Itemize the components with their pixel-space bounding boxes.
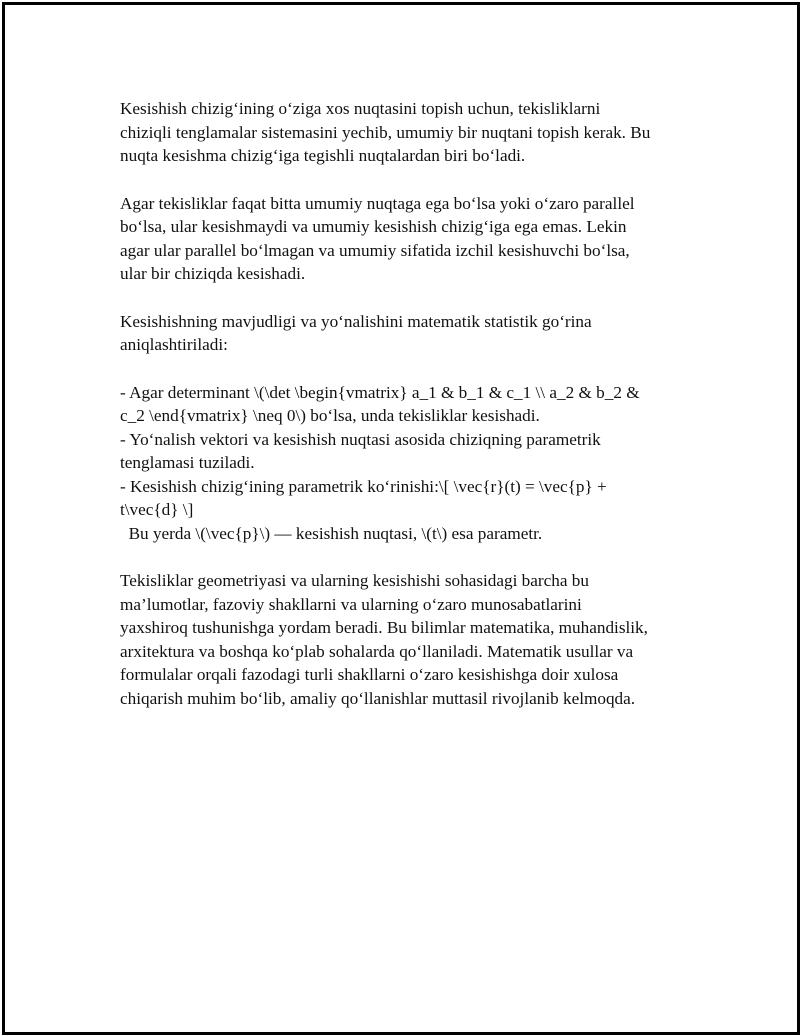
text-line: aniqlashtiriladi: bbox=[120, 335, 228, 354]
list-item-line: tenglamasi tuziladi. bbox=[120, 453, 255, 472]
text-line: Kesishishning mavjudligi va yo‘nalishini matematik statistik go‘rina bbox=[120, 311, 592, 331]
list-item-line: - Kesishish chizig‘ining parametrik ko‘rinishi:\[ \vec{r}(t) = \vec{p} + bbox=[120, 476, 607, 496]
page-frame bbox=[2, 2, 800, 1035]
text-line: Tekisliklar geometriyasi va ularning kesishishi sohasidagi barcha bu bbox=[120, 571, 589, 590]
text-line: chiqarish muhim bo‘lib, amaliy qo‘llanishlar muttasil rivojlanib kelmoqda. bbox=[120, 688, 636, 708]
text-line: nuqta kesishma chizig‘iga tegishli nuqtalardan biri bo‘ladi. bbox=[120, 146, 526, 165]
text-line: chiziqli tenglamalar sistemasini yechib, umumiy bir nuqtani topish kerak. Bu bbox=[120, 122, 651, 142]
paragraph-4-list bbox=[120, 381, 700, 546]
text-line: yaxshiroq tushunishga yordam beradi. Bu bilimlar matematika, muhandislik, bbox=[120, 618, 648, 637]
text-line: ular bir chiziqda kesishadi. bbox=[120, 264, 306, 283]
text-line: arxitektura va boshqa ko‘plab sohalarda qo‘llaniladi. Matematik usullar va bbox=[120, 641, 634, 661]
document-body bbox=[120, 97, 700, 734]
list-item-line: c_2 \end{vmatrix} \neq 0\) bo‘lsa, unda tekisliklar kesishadi. bbox=[120, 406, 540, 425]
list-item-line: - Yo‘nalish vektori va kesishish nuqtasi asosida chiziqning parametrik bbox=[120, 429, 601, 449]
list-item-line: t\vec{d} \] bbox=[120, 500, 194, 519]
text-line: agar ular parallel bo‘lmagan va umumiy sifatida izchil kesishuvchi bo‘lsa, bbox=[120, 240, 630, 260]
paragraph-3 bbox=[120, 310, 700, 357]
paragraph-2 bbox=[120, 192, 700, 286]
text-line: Agar tekisliklar faqat bitta umumiy nuqtaga ega bo‘lsa yoki o‘zaro parallel bbox=[120, 193, 635, 213]
paragraph-5 bbox=[120, 569, 700, 710]
text-line: formulalar orqali fazodagi turli shakllarni o‘zaro kesishishga doir xulosa bbox=[120, 665, 619, 684]
paragraph-1 bbox=[120, 97, 700, 168]
text-line: bo‘lsa, ular kesishmaydi va umumiy kesishish chizig‘iga ega emas. Lekin bbox=[120, 217, 627, 236]
list-item-line: - Agar determinant \(\det \begin{vmatrix} a_1 & b_1 & c_1 \\ a_2 & b_2 & bbox=[120, 382, 640, 402]
text-line: Kesishish chizig‘ining o‘ziga xos nuqtasini topish uchun, tekisliklarni bbox=[120, 99, 601, 118]
text-line: ma’lumotlar, fazoviy shakllarni va ularning o‘zaro munosabatlarini bbox=[120, 594, 582, 614]
list-item-line: Bu yerda \(\vec{p}\) — kesishish nuqtasi, \(t\) esa parametr. bbox=[120, 523, 543, 543]
